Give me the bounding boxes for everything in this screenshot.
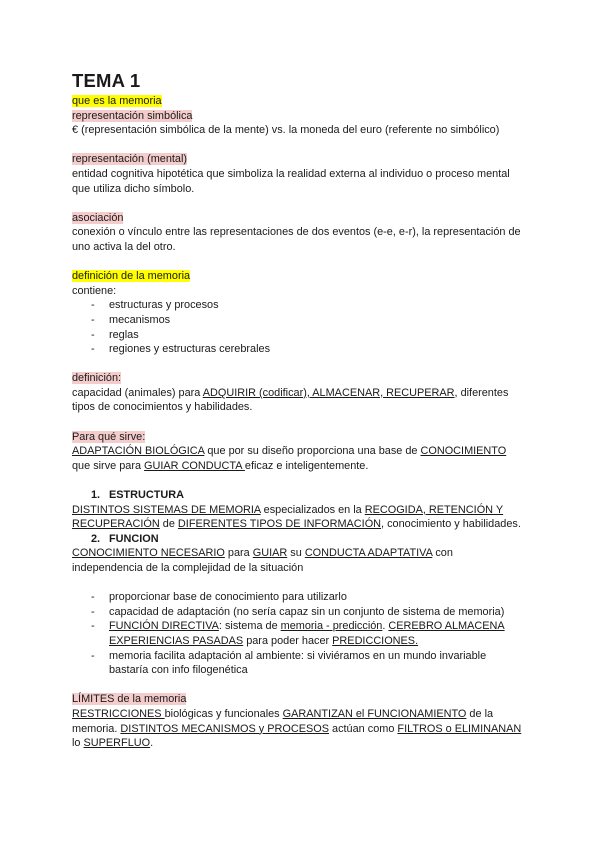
list-item: - regiones y estructuras cerebrales xyxy=(72,342,524,357)
heading-representacion-simbolica: representación simbólica xyxy=(72,109,193,122)
numbered-list-funcion xyxy=(72,532,524,547)
heading-estructura: 1. ESTRUCTURA xyxy=(91,489,185,502)
paragraph-asociacion: conexión o vínculo entre las representaciones de dos eventos (e-e, e-r), la representación de uno activa la del otro. xyxy=(72,226,521,253)
paragraph-definicion: capacidad (animales) para ADQUIRIR (codificar), ALMACENAR, RECUPERAR, diferentes tipos de conocimientos y habilidades. xyxy=(72,386,509,414)
page-title: TEMA 1 xyxy=(72,70,141,91)
list-item: - reglas xyxy=(72,328,524,343)
paragraph-euro: € (representación simbólica de la mente) vs. la moneda del euro (referente no simbólico) xyxy=(72,124,500,137)
list-item: - proporcionar base de conocimiento para utilizarlo xyxy=(72,590,524,605)
contiene-label: contiene: xyxy=(72,284,117,297)
heading-representacion-mental: representación (mental) xyxy=(72,153,188,166)
list-item: - estructuras y procesos xyxy=(72,298,524,313)
paragraph-representacion: entidad cognitiva hipotética que simboliza la realidad externa al individuo o proceso mental que utiliza dicho símbolo. xyxy=(72,167,510,195)
numbered-list-estructura xyxy=(72,488,524,503)
paragraph-estructura: DISTINTOS SISTEMAS DE MEMORIA especializados en la RECOGIDA, RETENCIÓN Y RECUPERACIÓN de DIFERENTES TIPOS DE INFORMACIÓN, conocimiento y habilidades. xyxy=(72,503,521,531)
heading-definicion: definición: xyxy=(72,372,122,385)
heading-funcion: 2. FUNCION xyxy=(91,532,159,545)
list-item: - mecanismos xyxy=(72,313,524,328)
list-item: - FUNCIÓN DIRECTIVA: sistema de memoria - predicción. CEREBRO ALMACENA EXPERIENCIAS PASADAS para poder hacer PREDICCIONES. xyxy=(72,619,524,648)
document-content xyxy=(72,70,524,751)
funcion-list xyxy=(72,590,524,678)
list-item: - memoria facilita adaptación al ambiente: si viviéramos en un mundo invariable bastaría con info filogenética xyxy=(72,649,524,678)
heading-asociacion: asociación xyxy=(72,211,124,224)
paragraph-limites: RESTRICCIONES biológicas y funcionales GARANTIZAN el FUNCIONAMIENTO de la memoria. DISTINTOS MECANISMOS y PROCESOS actúan como FILTROS o ELIMINANAN lo SUPERFLUO. xyxy=(72,707,522,750)
heading-que-es-la-memoria: que es la memoria xyxy=(72,95,162,107)
contiene-list xyxy=(72,298,524,356)
heading-limites: LÍMITES de la memoria xyxy=(72,693,187,706)
paragraph-funcion: CONOCIMIENTO NECESARIO para GUIAR su CONDUCTA ADAPTATIVA con independencia de la complejidad de la situación xyxy=(72,547,453,574)
heading-para-que-sirve: Para qué sirve: xyxy=(72,430,146,443)
heading-definicion-memoria: definición de la memoria xyxy=(72,270,191,283)
list-item: - capacidad de adaptación (no sería capaz sin un conjunto de sistema de memoria) xyxy=(72,605,524,620)
paragraph-para-que-sirve: ADAPTACIÓN BIOLÓGICA que por su diseño proporciona una base de CONOCIMIENTO que sirve para GUIAR CONDUCTA eficaz e inteligentemente. xyxy=(72,445,507,472)
